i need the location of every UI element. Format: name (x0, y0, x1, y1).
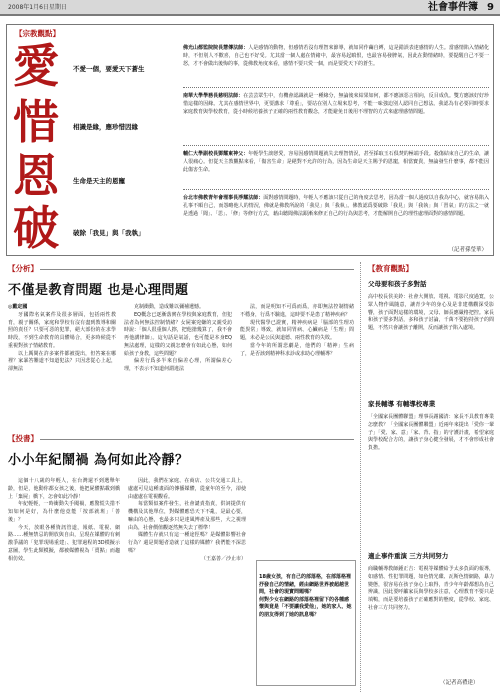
education-subhead: 適止事件重演 三方共同努力 (368, 552, 449, 560)
page-header (0, 0, 500, 16)
page-number: 9 (487, 2, 494, 13)
analysis-column-1 (8, 304, 116, 374)
contrib-headline: 小小年紀鬧禍 為何如此冷靜？ (8, 453, 189, 468)
paragraph: 牙國際名氣案件及很多層面，包括兩性教育，親子關係，家庭和學校有沒有盡到教導和關照的責任？只要可惡的犯罪，絕大部份的在求學時段，不到生命教育的具體場合，更多時候從不重視對孩子情緒教育。 (8, 311, 116, 349)
education-tag: 【教育觀點】 (368, 264, 413, 273)
contrib-column-2 (128, 478, 246, 563)
paragraph: 現代醫學已證實，精神疾病是「腦部的生理功能異常」導致，就如同胃病、心臟病是「生理」問題，未必是公民與道德、兩性教育的失敗。 (240, 319, 354, 341)
education-reporter: （記者高禮達） (440, 680, 479, 686)
paragraph: 偏差行爲多半來自偏差心理，所謂偏差心理，不表示不知道何謂違法 (124, 358, 232, 372)
religion-subhead: 不愛一個，要愛天下蒼生 (73, 65, 145, 73)
education-text: 商職輔導教師鍾正吉：電視等媒體給予太多負面的報導，如感情、性犯罪問題，如色情光碟、瓦斯色情網路，暴力變態，很容易在孩子身心上取得，青少年年齡都想為自己辨識，因此要呼籲家長與學校多注意，心理教育不要只是填鴨，而是要培養孩子正確應對的態度，從學校、家庭、社會三方共同努力。 (368, 566, 494, 611)
contrib-tag: 【投書】 (8, 434, 38, 443)
issue-date: 2008年1月6日星期日 (8, 4, 67, 11)
analysis-tag: 【分析】 (8, 264, 38, 273)
section-rule (40, 439, 354, 440)
section-title: 社會事件簿 (428, 2, 478, 13)
divider (183, 87, 489, 88)
religion-tag: 【宗教觀點】 (15, 29, 60, 38)
religion-quote: 佛光山都監院院長慧傳法師：人是感情的動物，但感情若沒有理智來節導，就如同作繭自縛，這是錯誤表達感情的人生。當感情陷入情緒化時，不但別人不歡喜，自己也不好受。尤其當一個人處在情緒中，最容易起瞋恨，也最容易發脾氣，因此在動情緒時，要提醒自己不要一怒，才不會做出後悔的事，從佛教角度來看，感情不要只愛一個，而是要愛天下的蒼生。 (183, 45, 489, 67)
religion-quote: 南華大學學務長慈明法師：在芸芸眾生中，有機會認識就是一種緣分，無論後來結果如何，都不應該惡言相向，反目成仇。雙方應該好好珍惜這樣的因緣。尤其在感情世界中，更要講求「尊重」，要站在別人立場來思考，不能一味強迫別人認同自己想法。我認為有必要同時要求家庭教育與學校教育，從小時候培養孩子正確的兩性教育觀念，才能避免日後用不理智的方式來處理感情問題。 (183, 93, 489, 115)
paragraph: 因此，我們在家庭、在商店、公共交通工具上，處處可見這種畫面的傳播媒體，從童年的至今，卻使由處處在電視觀看。 (128, 478, 246, 500)
religion-box (6, 24, 494, 256)
analysis-byline: ◎戴定國 (8, 304, 28, 310)
section-rule (40, 269, 354, 270)
contrib-column-1 (8, 478, 120, 563)
education-text: 「全國家長團體聯盟」理事長謝國清：家長不具教育專業怎麼教？「全國家長團體聯盟」近兩年來提出「愛你一輩子」「愛、家、意」「家、背、指」的守護計畫，希望家庭與學校配合方的，讓孩子身心健全發展，才不會形成社會負擔。 (368, 414, 494, 451)
religion-quote: 輔仁大學副校長鄧耀東神父：年輕學生談戀愛，容易因感情問題就失去理智情況，甚至採取玉石俱焚的極端手段。殺傷結束自己的生命，讓人很痛心。但從天主教觀點來看，「傷害生命」是絕對不允許的行為，因為生命是天主賜予的恩寵，相當寶貴，無論發生什麼事，都不能因此傷害生命。 (183, 151, 489, 173)
paragraph: 今天，放眼各種資訊管道，報紙、電視、網路……種無禁忌的開放與自由，呈現在媒體的有刺激爭議的「犯罪現場重建」、犯罪過程的3D模擬示意圖，學生此類模擬，都被媒體視為「賣點」而趨相仿效。 (8, 524, 120, 562)
column-divider (360, 262, 361, 692)
paragraph: 每當類似案件發生，社會譴責指責，供詞提供有機構及其他單位，對媒體應恐天下不亂，是最心要，嘛由的心態，也最多只是達風博產及那些，大之視理由為，社會價值觀逐然無失去了標準！ (128, 501, 246, 531)
paragraph: 克制衝動，造成難以彌補遺憾。 (134, 304, 205, 310)
religion-quote: 台北市佛教青年會理事長淨耀法師：面對感情問題時，年輕人不應該只從自己的角度去思考，因為當一個人過度以自我為中心，就容易陷入孔事不順自己，而怨略他人的情況，佛就是佛教所說的「我見」與「我執」。佛教認爲要破除「我見」與「我執」與「習氣」的方法之一就是透過「聞」、「思」、「修」等修行方式，藉由聽聞佛法跟漸來修正自己的行為與思考，才能解開自己的理性處理面對的感情問題。 (183, 195, 489, 217)
contrib-signature: （王嘉善／沙止市） (200, 555, 246, 562)
analysis-column-2 (124, 304, 232, 374)
divider (183, 145, 489, 146)
big-char-cherish: 惜 (13, 95, 59, 149)
big-char-grace: 恩 (13, 149, 59, 203)
paragraph: 以上厲間在許多案件都被提出，但答案在哪裡？家暴答難道不知道犯法？只因悲從心上起，卻無法 (8, 350, 116, 372)
paragraph: 法，而是明知不可爲而爲，亦即無法控制情緒不穩身，行爲不驗進，這時要不是患了精神疾病？ (240, 304, 354, 318)
paragraph: 年紀輕輕，一時衝動失手闖禍，應驚慌失措不知如何是好，為什麼他竟能「按部就班」「善後」？ (8, 501, 120, 523)
big-char-love: 愛 (13, 39, 59, 93)
paragraph: EQ概念已逐漸落實在學校與家庭教育，但犯法者為何無法控制情緒？女屍案兇嫌的父親受訪時說：「個人很重個人擦，把他搶幾算了，我不會再他講律師」。這句話是氣話，也可能是本身EQ無法處理，這樣的父親怎麼會有如此心態，如何給孩子身教，這些問題？ (124, 311, 232, 357)
paragraph: 媒體生存就只有這一種途徑嗎？是媒體影響社會行為？還是問題者造就了這樣的媒體？我們能不深思嗎？ (128, 532, 246, 554)
religion-subhead: 生命是天主的恩寵 (73, 177, 125, 185)
analysis-headline: 不僅是教育問題 也是心理問題 (8, 283, 189, 298)
paragraph: 當今年的所謂悲劇是，他們的「精神」生病了，是否該到精神科求診或求助心理輔導？ (240, 342, 354, 357)
religion-reporter: （記者孫瑩華） (448, 247, 487, 253)
religion-subhead: 相識是緣，應珍惜因緣 (73, 123, 138, 131)
analysis-column-3 (240, 304, 354, 358)
education-text: 高中校長侯美鈴：社會大開放、電視、電影尺度過寬，公眾人物作風隨意，讓青少年的身心及是非建構觀深受影響，孩子面對這樣的環境，父母、師長應嚴格把控。家長和孩子要多對話，多和孩子討論，千萬不要抱持孩子的問題，不然只會讓孩子離開，反而讓孩子陷入處境。 (368, 294, 494, 331)
divider (183, 189, 489, 190)
education-subhead: 父母要和孩子多對話 (368, 280, 427, 288)
religion-subhead: 破除「我見」與「我執」 (73, 229, 145, 237)
photo-caption: 18歲女孩，有自己的部落格，在部落格裡抒發自己的情緒，經由網路世界被超越世間，社會的現實問題嗎？ 何對少女在網路的部落格裡留下的各種感懷與竟是「不要讓我愛他」，她的家人、她的朋友得到了她的訊息嗎？ (259, 574, 352, 618)
big-char-break: 破 (13, 201, 59, 255)
education-subhead: 家長輔導 有輔導校專業 (368, 400, 436, 408)
paragraph: 這個十八歲的年輕人，在台灣還不到選舉年齡，但是，他動你都女孩之後，他把屍體點載到橋上「棄屍」橋下，怎會如此冷靜！ (8, 478, 120, 500)
